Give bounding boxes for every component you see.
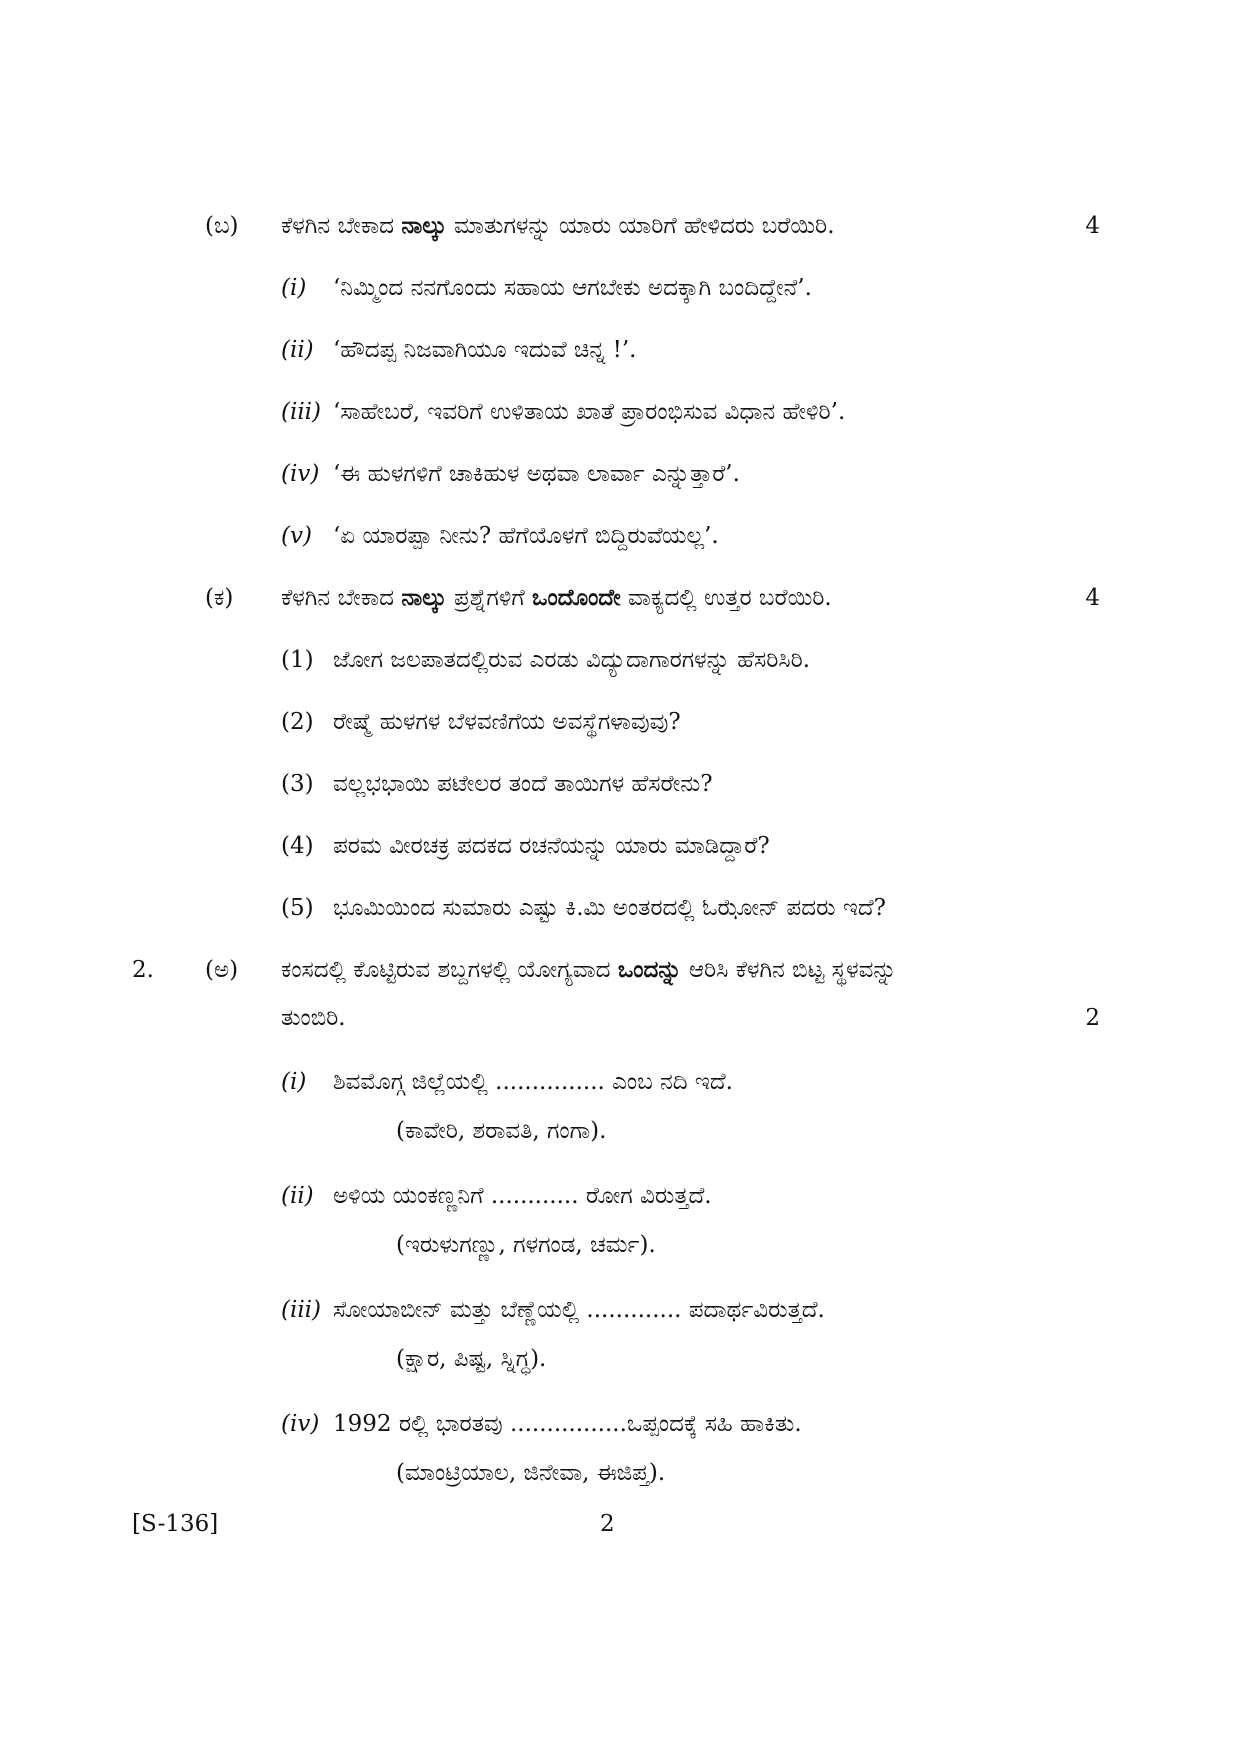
section-b-item-text: ‘ನಿಮ್ಮಿಂದ ನನಗೊಂದು ಸಹಾಯ ಆಗಬೇಕು ಅದಕ್ಕಾಗಿ ಬಂದಿದ್ದೇನೆ’.	[333, 275, 812, 301]
section-b-marks: 4	[1085, 213, 1100, 239]
question-2-number: 2.	[132, 957, 154, 983]
section-b-item-text: ‘ಸಾಹೇಬರೆ, ಇವರಿಗೆ ಉಳಿತಾಯ ಖಾತೆ ಪ್ರಾರಂಭಿಸುವ ವಿಧಾನ ಹೇಳಿರಿ’.	[333, 399, 846, 425]
section-b-label: (ಬ)	[205, 213, 239, 239]
fill-blank-num: (iii)	[281, 1297, 322, 1323]
fill-blank-num: (i)	[281, 1069, 307, 1095]
section-k-item-num: (3)	[281, 771, 314, 797]
question-2-instruction: ಕಂಸದಲ್ಲಿ ಕೊಟ್ಟಿರುವ ಶಬ್ದಗಳಲ್ಲಿ ಯೋಗ್ಯವಾದ ಒಂದನ್ನು ಆರಿಸಿ ಕೆಳಗಿನ ಬಿಟ್ಟ ಸ್ಥಳವನ್ನು	[281, 956, 897, 983]
section-b-item-num: (ii)	[281, 337, 314, 363]
page-number: 2	[600, 1511, 615, 1537]
section-k-item-num: (2)	[281, 709, 314, 735]
fill-blank-num: (iv)	[281, 1411, 320, 1437]
fill-blank-options: (ಇರುಳುಗಣ್ಣು, ಗಳಗಂಡ, ಚರ್ಮ).	[396, 1232, 656, 1258]
section-b-item-text: ‘ಈ ಹುಳಗಳಿಗೆ ಚಾಕಿಹುಳ ಅಥವಾ ಲಾರ್ವಾ ಎನ್ನುತ್ತಾರೆ’.	[333, 461, 740, 487]
question-2-marks: 2	[1085, 1005, 1100, 1031]
section-k-item-text: ಪರಮ ವೀರಚಕ್ರ ಪದಕದ ರಚನೆಯನ್ನು ಯಾರು ಮಾಡಿದ್ದಾರೆ?	[333, 833, 770, 859]
question-2-label: (ಅ)	[205, 957, 239, 983]
fill-blank-text: ಅಳಿಯ ಯಂಕಣ್ಣನಿಗೆ ............ ರೋಗ ವಿರುತ್ತದೆ.	[333, 1183, 712, 1209]
section-b-item-text: ‘ಹೌದಪ್ಪ ನಿಜವಾಗಿಯೂ ಇದುವೆ ಚಿನ್ನ !’.	[333, 337, 637, 363]
section-k-item-num: (5)	[281, 895, 314, 921]
section-k-item-num: (4)	[281, 833, 314, 859]
section-k-label: (ಕ)	[205, 585, 234, 611]
section-b-item-num: (iii)	[281, 399, 322, 425]
fill-blank-options: (ಕ್ಷಾರ, ಪಿಷ್ಟ, ಸ್ನಿಗ್ಧ).	[396, 1346, 547, 1372]
section-b-instruction: ಕೆಳಗಿನ ಬೇಕಾದ ನಾಲ್ಕು ಮಾತುಗಳನ್ನು ಯಾರು ಯಾರಿಗೆ ಹೇಳಿದರು ಬರೆಯಿರಿ.	[281, 212, 835, 239]
section-k-item-text: ಭೂಮಿಯಿಂದ ಸುಮಾರು ಎಷ್ಟು ಕಿ.ಮಿ ಅಂತರದಲ್ಲಿ ಓಝೋನ್ ಪದರು ಇದೆ?	[333, 895, 886, 921]
fill-blank-options: (ಕಾವೇರಿ, ಶರಾವತಿ, ಗಂಗಾ).	[396, 1118, 607, 1144]
section-b-item-num: (i)	[281, 275, 307, 301]
section-b-item-num: (iv)	[281, 461, 320, 487]
fill-blank-text: ಶಿವಮೊಗ್ಗ ಜಿಲ್ಲೆಯಲ್ಲಿ ............... ಎಂಬ ನದಿ ಇದೆ.	[333, 1069, 733, 1095]
section-k-item-text: ಜೋಗ ಜಲಪಾತದಲ್ಲಿರುವ ಎರಡು ವಿದ್ಯುದಾಗಾರಗಳನ್ನು ಹೆಸರಿಸಿರಿ.	[333, 647, 811, 673]
question-2-instruction-line2: ತುಂಬಿರಿ.	[281, 1005, 346, 1031]
section-b-item-text: ‘ಏ ಯಾರಪ್ಪಾ ನೀನು? ಹೆಗೆಯೊಳಗೆ ಬಿದ್ದಿರುವೆಯಲ್ಲ’.	[333, 523, 719, 549]
fill-blank-text: 1992 ರಲ್ಲಿ ಭಾರತವು ................ಒಪ್ಪಂದಕ್ಕೆ ಸಹಿ ಹಾಕಿತು.	[333, 1411, 802, 1437]
section-k-item-text: ರೇಷ್ಮೆ ಹುಳಗಳ ಬೆಳವಣಿಗೆಯ ಅವಸ್ಥೆಗಳಾವುವು?	[333, 709, 681, 735]
section-k-item-text: ವಲ್ಲಭಭಾಯಿ ಪಟೇಲರ ತಂದೆ ತಾಯಿಗಳ ಹೆಸರೇನು?	[333, 771, 713, 797]
fill-blank-num: (ii)	[281, 1183, 314, 1209]
section-k-marks: 4	[1085, 585, 1100, 611]
fill-blank-options: (ಮಾಂಟ್ರಿಯಾಲ, ಜಿನೇವಾ, ಈಜಿಪ್ತ).	[396, 1460, 666, 1486]
section-b-item-num: (v)	[281, 523, 312, 549]
section-k-item-num: (1)	[281, 647, 314, 673]
paper-code: [S-136]	[132, 1511, 219, 1537]
section-k-instruction: ಕೆಳಗಿನ ಬೇಕಾದ ನಾಲ್ಕು ಪ್ರಶ್ನೆಗಳಿಗೆ ಒಂದೊಂದೇ ವಾಕ್ಯದಲ್ಲಿ ಉತ್ತರ ಬರೆಯಿರಿ.	[281, 584, 832, 611]
fill-blank-text: ಸೋಯಾಬೀನ್ ಮತ್ತು ಬೆಣ್ಣೆಯಲ್ಲಿ ............. ಪದಾರ್ಥವಿರುತ್ತದೆ.	[333, 1297, 825, 1323]
